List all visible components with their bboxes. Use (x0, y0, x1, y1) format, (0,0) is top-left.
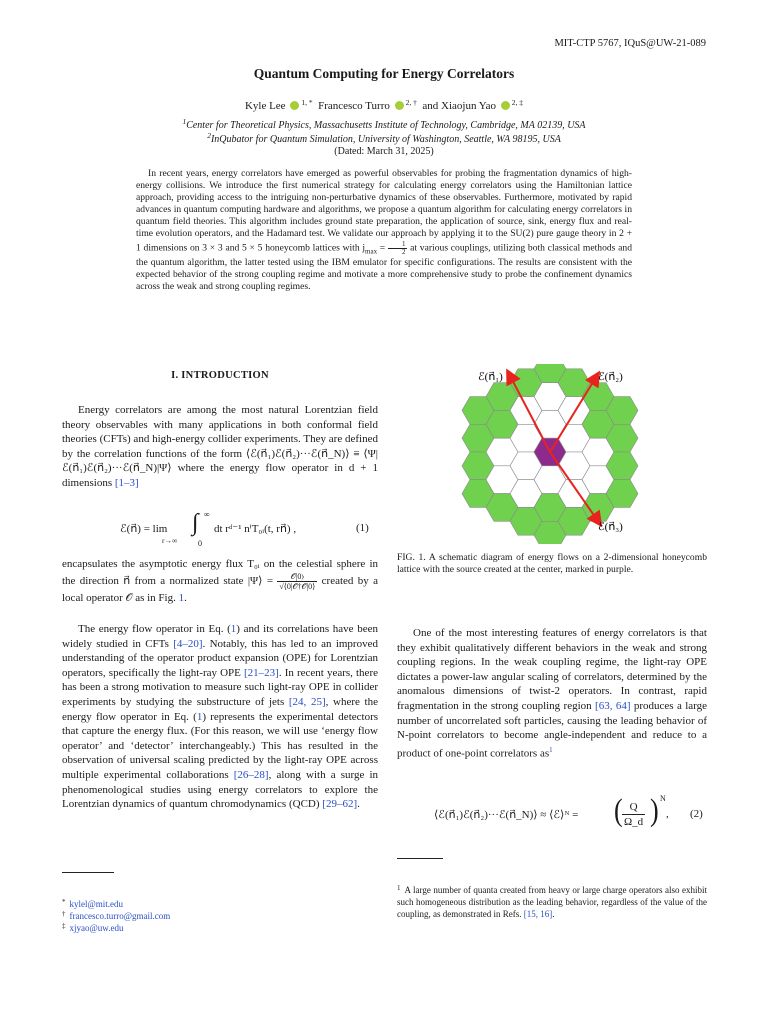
eq1-rhs: dt rᵈ⁻¹ nⁱT₀ᵢ(t, rn⃗) , (214, 523, 297, 535)
paper-title: Quantum Computing for Energy Correlators (253, 66, 515, 81)
eq2-frac-num: Q (622, 800, 645, 815)
footnote-mark: 1 (397, 884, 401, 892)
eq2-comma: , (666, 808, 669, 820)
orcid-icon[interactable] (395, 101, 404, 110)
author-name: Xiaojun Yao (441, 100, 497, 112)
orcid-icon[interactable] (501, 101, 510, 110)
citation-link[interactable]: [29–62] (322, 798, 358, 811)
author-sup: 2, † (405, 98, 417, 107)
section-heading: I. INTRODUCTION (171, 370, 269, 381)
citation-link[interactable]: [1–3] (114, 476, 139, 489)
state-fraction (277, 572, 317, 591)
date-line: (Dated: March 31, 2025) (334, 146, 434, 157)
label-n1: ℰ(n⃗₁) (478, 371, 503, 383)
right-paragraph-1 (397, 626, 707, 761)
eq1-int-lower: 0 (198, 539, 202, 548)
eq1-limsub: r→∞ (162, 536, 178, 545)
abstract-frac-num: 1 (388, 241, 408, 249)
abstract-text: In recent years, energy correlators have emerged as powerful observables for probing the fragmentation dynamics of high-energy collisions. We introduce the first numerical strategy for calculating energy correlators using the Hamiltonian lattice approach, providing access to the intriguing non-perturbative dynamics of these observables. Furthermore, motivated by rapid advances in quantum computing hardware and algorithms, we propose a quantum algorithm for calculating energy correlators in quantum field theories. This algorithm includes ground state preparation, the application of source, sink, energy flux and real-time evolution operators, and the Hadamard test. We validate our approach by applying it to the SU(2) pure gauge theory in 2 + 1 dimensions on 3 × 3 and 5 × 5 honeycomb lattices with j (136, 168, 632, 254)
author-sup: 2, ‡ (511, 98, 524, 107)
intro-paragraph-2 (62, 557, 378, 605)
footnote-1 (397, 882, 707, 920)
figure-link[interactable]: 1 (178, 591, 185, 604)
p3-seg: . In recent years, there has been a strong motivation to measure such light-ray OPE in collider experiments by studying the substructure of jets (62, 666, 378, 708)
email-link[interactable]: kylel@mit.edu (69, 899, 124, 909)
abstract-tail: at various couplings, utilizing both classical methods and the quantum algorithm, the latter tested using the IBM emulator for specific configurations. The results are consistent with the expected behavior of the strong coupling regime and motivate a more comprehensive study to probe the confinement dynamics across the weak and strong coupling regimes. (136, 242, 632, 293)
citation-link[interactable]: [26–28] (233, 768, 269, 781)
email-link[interactable]: francesco.turro@gmail.com (69, 911, 171, 921)
author-name: Kyle Lee (244, 100, 286, 112)
eq2-frac-den: Ω_d (624, 816, 644, 828)
state-frac-den: √⟨0|𝒪†𝒪|0⟩ (279, 581, 316, 591)
equation-link[interactable]: 1 (230, 623, 237, 635)
affiliation-sup: 1 (182, 117, 187, 126)
p3-seg: The energy flow operator in Eq. ( (78, 623, 231, 635)
honeycomb-lattice (462, 364, 638, 544)
footnote-end: . (552, 909, 555, 919)
intro-paragraph-3 (62, 622, 378, 812)
eq2-paren-left: ( (614, 793, 623, 828)
author-name: Francesco Turro (318, 100, 390, 112)
equation-link[interactable]: 1 (196, 710, 203, 723)
affiliation (0, 131, 768, 145)
citation-link[interactable]: [4–20] (173, 637, 203, 650)
affiliation-text: InQubator for Quantum Simulation, University of Washington, Seattle, WA 98195, USA (210, 134, 561, 145)
p3-seg: . (357, 798, 360, 811)
intro-p2-end: . (184, 591, 187, 604)
footnote-text: A large number of quanta created from heavy or large charge operators also exhibit such homogeneous distribution as the leading behavior, regardless of the value of the coupling, as demonstrated in Refs. (397, 885, 707, 919)
label-n2: ℰ(n⃗₂) (598, 371, 623, 383)
p3-seg: ) represents the experimental detectors that capture the energy flux. (For this reason, we will use ‘energy flow operator’ and ‘detector’ interchangeably.) This has resulted in the observation of universal scaling predicted by the light-ray OPE across multiple experimental collaborations (62, 710, 379, 781)
citation-link[interactable]: [24, 25] (288, 695, 326, 708)
citation-link[interactable]: [63, 64] (595, 699, 631, 712)
p3-seg: , where the energy flow operator in Eq. ( (62, 695, 378, 723)
footnote-email (62, 920, 123, 934)
preprint-id: MIT-CTP 5767, IQuS@UW-21-089 (554, 38, 706, 49)
equation-number: (1) (356, 522, 369, 534)
intro-p1-text: Energy correlators are among the most natural Lorentzian field theory observables with many applications in both conformal field theories (CFTs) and high-energy collider experiments. They are defined by the correlation functions of the form ⟨ℰ(n⃗₁)ℰ(n⃗₂)···ℰ(n⃗_N)⟩ ≡ ⟨Ψ|ℰ(n⃗₁)ℰ(n⃗₂)···ℰ(n⃗_N)|Ψ⟩ where the energy flow operator in d + 1 dimensions (62, 404, 378, 489)
abstract-fraction (388, 241, 408, 256)
p3-seg: , along with a surge in phenomenological studies using energy correlators to explore the Lorentzian dynamics of quantum chromodynamics (QCD) (62, 768, 378, 811)
abstract-eq: = (377, 242, 388, 254)
affiliation-sup: 2 (207, 131, 211, 140)
equation-number: (2) (690, 808, 703, 820)
footnote-mark: † (62, 910, 66, 918)
p3-seg: . Notably, this has led to an improved understanding of the operator product expansion (OPE) for Lorentzian operators, specifically the light-ray OPE (62, 637, 378, 679)
abstract-frac-den: 2 (401, 247, 406, 256)
eq2-paren-right: ) (650, 793, 659, 828)
equation-1 (120, 510, 360, 548)
eq2-lhs: ⟨ℰ(n⃗₁)ℰ(n⃗₂)···ℰ(n⃗_N)⟩ ≈ ⟨ℰ⟩ᴺ = (434, 809, 579, 821)
footnote-rule (397, 858, 443, 859)
authors-and: and (422, 100, 439, 112)
affiliation-text: Center for Theoretical Physics, Massachusetts Institute of Technology, Cambridge, MA 02139, USA (186, 120, 586, 131)
citation-link[interactable]: [21–23] (244, 666, 279, 679)
footnote-link[interactable]: 1 (549, 745, 553, 754)
state-frac-num: 𝒪|0⟩ (277, 572, 317, 582)
author-sup: 1, * (301, 98, 313, 107)
eq2-power: N (660, 794, 666, 803)
eq1-int-upper: ∞ (204, 510, 210, 519)
eq1-lhs: ℰ(n⃗) = lim (120, 523, 168, 535)
orcid-icon[interactable] (290, 101, 299, 110)
integral-sign: ∫ (192, 510, 199, 536)
p3-seg: ) and its correlations have been widely studied in CFTs (62, 623, 378, 650)
intro-paragraph-1 (62, 403, 378, 491)
abstract-jmax-sub: max (365, 247, 378, 256)
intro-p2-text-b: created by a local operator 𝒪 as in Fig. (62, 574, 378, 604)
footnote-mark: * (62, 898, 66, 906)
abstract (136, 168, 632, 294)
figure-caption: FIG. 1. A schematic diagram of energy flows on a 2-dimensional honeycomb lattice with the source created at the center, marked in purple. (397, 552, 707, 576)
footnote-mark: ‡ (62, 922, 66, 930)
footnote-rule (62, 872, 114, 873)
equation-2 (434, 794, 674, 834)
right-p1-text-b: produces a large number of uncorrelated soft particles, causing the leading behavior of N-point correlators to become angle-independent and reduce to a product of one-point correlators as (397, 699, 707, 760)
right-p1-text: One of the most interesting features of energy correlators is that they exhibit qualitatively different behaviors in the weak and strong coupling regions. In the weak coupling regime, the light-ray OPE dictates a power-law angular scaling of correlators, determined by the anomalous dimensions of twist-2 operators. In contrast, rapid fragmentation in the strong coupling region (397, 627, 707, 712)
citation-link[interactable]: [15, 16] (523, 909, 553, 919)
eq2-fraction (622, 800, 645, 829)
figure-1-honeycomb (440, 364, 680, 544)
intro-p2-text: encapsulates the asymptotic energy flux T₀ᵢ on the celestial sphere in the direction n⃗ from a normalized state |Ψ⟩ = (62, 558, 378, 587)
author-list (0, 98, 768, 112)
email-link[interactable]: xjyao@uw.edu (69, 923, 124, 933)
label-n3: ℰ(n⃗₃) (598, 521, 623, 533)
affiliation (0, 117, 768, 131)
